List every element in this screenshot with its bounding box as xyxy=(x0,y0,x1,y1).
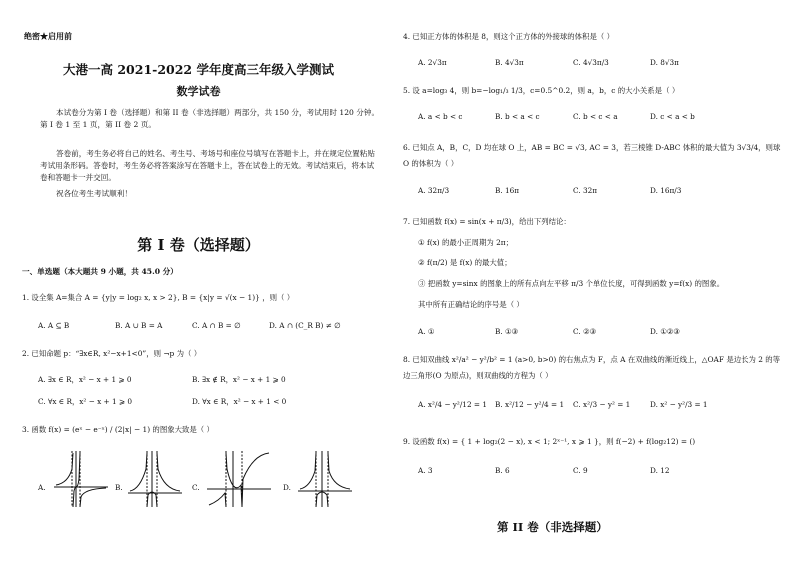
question-text: 函数 f(x) = (eˣ − e⁻ˣ) / (2|x| − 1) 的图象大致是（ ） xyxy=(31,425,214,434)
q2-option-c[interactable]: C. ∀x ∈ R，x² − x + 1 ⩾ 0 xyxy=(38,397,133,406)
q7-prompt: 其中所有正确结论的序号是（ ） xyxy=(418,300,524,309)
secret-label: 绝密★启用前 xyxy=(24,31,72,41)
q1-option-b[interactable]: B. A ∪ B = A xyxy=(115,321,163,330)
q4-option-b[interactable]: B. 4√3π xyxy=(495,58,524,67)
q7-option-a[interactable]: A. ① xyxy=(418,327,435,336)
graph-b xyxy=(126,449,184,509)
q3-option-c[interactable]: C. xyxy=(192,483,200,492)
question-number: 7. xyxy=(403,217,411,226)
question-5 xyxy=(403,85,679,96)
q1-option-d[interactable]: D. A ∩ (C_R B) ≠ ∅ xyxy=(269,321,341,330)
intro-paragraph-2: 答卷前，考生务必将自己的姓名、考生号、考场号和座位号填写在答题卡上，并在规定位置粘贴考试用条形码。答卷时，考生务必将答案涂写在答题卡上，答在试卷上的无效。考试结束后，将本试卷和答题卡一并交回。 xyxy=(40,149,375,182)
q3-option-a[interactable]: A. xyxy=(38,483,46,492)
q5-option-c[interactable]: C. b < c < a xyxy=(573,112,618,121)
q8-option-c[interactable]: C. x²/3 − y² = 1 xyxy=(573,400,631,409)
q6-option-d[interactable]: D. 16π/3 xyxy=(650,186,682,195)
question-7 xyxy=(403,216,571,227)
q6-option-a[interactable]: A. 32π/3 xyxy=(418,186,450,195)
q6-option-c[interactable]: C. 32π xyxy=(573,186,598,195)
q7-option-d[interactable]: D. ①②③ xyxy=(650,327,680,336)
exam-title: 大港一高 2021-2022 学年度高三年级入学测试 xyxy=(63,62,334,77)
question-number: 8. xyxy=(403,355,411,364)
q9-option-d[interactable]: D. 12 xyxy=(650,466,670,475)
q2-option-b[interactable]: B. ∃x ∉ R，x² − x + 1 ⩾ 0 xyxy=(192,375,286,384)
q3-option-d[interactable]: D. xyxy=(283,483,291,492)
question-text: 已知点 A，B，C，D 均在球 O 上，AB = BC = √3, AC = 3，若三棱锥 D-ABC 体积的最大值为 3√3/4，则球 O 的体积为（ ） xyxy=(403,143,781,168)
graph-a xyxy=(52,449,110,509)
question-2 xyxy=(22,348,201,359)
question-number: 6. xyxy=(403,143,411,152)
question-6 xyxy=(403,140,783,172)
graph-c xyxy=(205,449,273,509)
q4-option-a[interactable]: A. 2√3π xyxy=(418,58,447,67)
question-number: 2. xyxy=(22,349,30,358)
q4-option-d[interactable]: D. 8√3π xyxy=(650,58,679,67)
question-text: 设全集 A=集合 A = {y|y = log₂ x, x > 2}, B = {x|y = √(x − 1)} ，则（ ） xyxy=(31,293,295,302)
question-3 xyxy=(22,424,214,435)
question-text: 已知双曲线 x²/a² − y²/b² = 1 (a>0, b>0) 的右焦点为 F，点 A 在双曲线的渐近线上，△OAF 是边长为 2 的等边三角形(O 为原点)，则双曲线的方程为（ ） xyxy=(403,355,781,380)
question-1 xyxy=(22,292,294,303)
q2-option-a[interactable]: A. ∃x ∈ R，x² − x + 1 ⩾ 0 xyxy=(38,375,132,384)
question-4 xyxy=(403,31,614,42)
question-number: 9. xyxy=(403,437,411,446)
section-1-title: 第 I 卷（选择题） xyxy=(137,236,260,254)
q7-statement-3: ③ 把函数 y=sinx 的图象上的所有点向左平移 π/3 个单位长度，可得到函数 y=f(x) 的图象。 xyxy=(418,279,725,288)
q5-option-a[interactable]: A. a < b < c xyxy=(418,112,463,121)
question-9 xyxy=(403,436,695,447)
q5-option-b[interactable]: B. b < a < c xyxy=(495,112,540,121)
q7-option-c[interactable]: C. ②③ xyxy=(573,327,597,336)
question-number: 1. xyxy=(22,293,30,302)
q2-option-d[interactable]: D. ∀x ∈ R，x² − x + 1 < 0 xyxy=(192,397,287,406)
question-number: 4. xyxy=(403,32,411,41)
part-heading: 一、单选题（本大题共 9 小题，共 45.0 分） xyxy=(22,267,178,276)
question-number: 3. xyxy=(22,425,30,434)
q8-option-a[interactable]: A. x²/4 − y²/12 = 1 xyxy=(418,400,487,409)
q7-option-b[interactable]: B. ①③ xyxy=(495,327,519,336)
question-text: 已知正方体的体积是 8，则这个正方体的外接球的体积是（ ） xyxy=(412,32,614,41)
q9-option-b[interactable]: B. 6 xyxy=(495,466,510,475)
q1-option-a[interactable]: A. A ⊆ B xyxy=(38,321,70,330)
intro-paragraph-1: 本试卷分为第 I 卷（选择题）和第 II 卷（非选择题）两部分，共 150 分，考试用时 120 分钟。第 I 卷 1 至 1 页，第 II 卷 2 页。 xyxy=(40,108,380,129)
q1-option-c[interactable]: C. A ∩ B = ∅ xyxy=(192,321,241,330)
question-text: 已知函数 f(x) = sin(x + π/3)，给出下列结论： xyxy=(412,217,571,226)
graph-d xyxy=(296,449,354,509)
q5-option-d[interactable]: D. c < a < b xyxy=(650,112,695,121)
question-8 xyxy=(403,352,783,384)
q9-option-a[interactable]: A. 3 xyxy=(418,466,433,475)
intro-paragraph-3: 祝各位考生考试顺利！ xyxy=(56,189,132,198)
section-2-title: 第 II 卷（非选择题） xyxy=(497,520,608,534)
question-text: 设 a=log₃ 4，则 b=−log₁/₃ 1/3，c=0.5^0.2，则 a，b，c 的大小关系是（ ） xyxy=(412,86,680,95)
q7-statement-1: ① f(x) 的最小正周期为 2π； xyxy=(418,238,514,247)
q9-option-c[interactable]: C. 9 xyxy=(573,466,588,475)
question-text: 设函数 f(x) = { 1 + log₂(2 − x), x < 1; 2ˣ⁻¹, x ⩾ 1 }，则 f(−2) + f(log₂12) = () xyxy=(412,437,696,446)
question-text: 已知命题 p：“∃x∈R, x²−x+1<0”，则 ¬p 为（ ） xyxy=(31,349,202,358)
q7-statement-2: ② f(π/2) 是 f(x) 的最大值； xyxy=(418,258,512,267)
q6-option-b[interactable]: B. 16π xyxy=(495,186,520,195)
q8-option-d[interactable]: D. x² − y²/3 = 1 xyxy=(650,400,708,409)
q8-option-b[interactable]: B. x²/12 − y²/4 = 1 xyxy=(495,400,565,409)
q3-option-b[interactable]: B. xyxy=(115,483,123,492)
exam-subtitle: 数学试卷 xyxy=(176,85,221,98)
q4-option-c[interactable]: C. 4√3π/3 xyxy=(573,58,609,67)
question-number: 5. xyxy=(403,86,411,95)
